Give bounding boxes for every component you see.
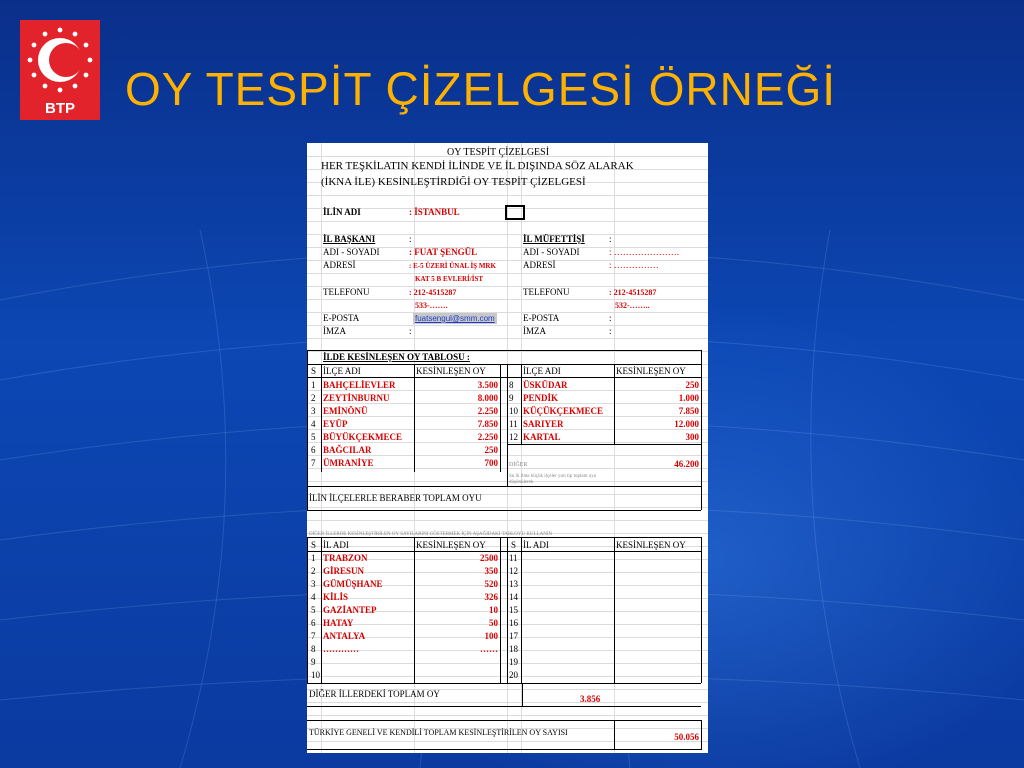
table1-total-label: İLİN İLÇELERLE BERABER TOPLAM OYU: [309, 493, 482, 503]
table2-row-no: 7: [311, 631, 316, 641]
mufettis-tel-value1: : 212-4515287: [609, 288, 657, 297]
table2-row-no: 17: [509, 631, 518, 641]
mufettis-colon: :: [609, 234, 612, 244]
table1-col-oy-right: KESİNLEŞEN OY: [616, 366, 686, 376]
table1-row-no: 12: [509, 432, 518, 442]
table2-row-il: …………: [323, 644, 359, 654]
table1-col-s-left: S: [311, 366, 317, 376]
mufettis-heading: İL MÜFETTİŞİ: [523, 234, 585, 244]
table2-row-oy: 10: [489, 605, 498, 615]
selection-cursor-icon: [505, 205, 525, 220]
baskan-eposta-link[interactable]: fuatsengul@smm.com: [415, 314, 495, 323]
table1-diger-label: DİĞER: [509, 462, 528, 468]
table2-row-il: ANTALYA: [323, 631, 366, 641]
table1-row-oy: 700: [484, 458, 498, 468]
table2-row-oy: 100: [484, 631, 498, 641]
table1-row-ilce: ZEYTİNBURNU: [323, 393, 390, 403]
other-provinces-note: DİĞER İLLERDE KESİNLEŞTİRİLEN OY SAYILARINI GÖSTERMEK İÇİN AŞAĞIDAKİ TABLOYU KULLANIN: [309, 532, 553, 537]
table2-row-no: 4: [311, 592, 316, 602]
grand-total-value: 50.056: [674, 732, 699, 742]
table2-row-il: GİRESUN: [323, 566, 365, 576]
table1-row-oy: 2.250: [477, 432, 498, 442]
table2-row-no: 9: [311, 657, 316, 667]
table2-row-no: 5: [311, 605, 316, 615]
table2-row-no: 18: [509, 644, 518, 654]
slide-title: OY TESPİT ÇİZELGESİ ÖRNEĞİ: [125, 63, 837, 115]
table2-col-oy-right: KESİNLEŞEN OY: [616, 540, 686, 550]
table1-row-no: 6: [311, 445, 316, 455]
table2-row-no: 20: [509, 670, 518, 680]
table2-row-oy: 2500: [480, 553, 498, 563]
baskan-adres-label: ADRESİ: [323, 260, 356, 270]
table2-col-s-right: S: [511, 540, 517, 550]
baskan-tel-label: TELEFONU: [323, 287, 370, 297]
table2-row-no: 2: [311, 566, 316, 576]
mufettis-adres-label: ADRESİ: [523, 260, 556, 270]
table2-row-no: 1: [311, 553, 316, 563]
table1-row-oy: 7.850: [678, 406, 699, 416]
mufettis-eposta-value: :: [609, 313, 612, 323]
mufettis-adi-label: ADI - SOYADI: [523, 247, 580, 257]
table2-row-il: KİLİS: [323, 592, 349, 602]
mufettis-adres-value: : ……………: [609, 260, 659, 270]
table2-col-oy-left: KESİNLEŞEN OY: [416, 540, 486, 550]
table2-row-no: 13: [509, 579, 518, 589]
table1-row-ilce: ÜMRANİYE: [323, 458, 374, 468]
table1-row-no: 1: [311, 380, 316, 390]
mufettis-adi-value: : ………………….: [609, 247, 680, 257]
table2-row-oy: 326: [484, 592, 498, 602]
table2-row-no: 15: [509, 605, 518, 615]
sheet-title: OY TESPİT ÇİZELGESİ: [447, 147, 550, 158]
table2-col-il-left: İL ADI: [323, 540, 349, 550]
table1-row-no: 8: [509, 380, 514, 390]
diger-total-value: 3.856: [580, 694, 601, 704]
table1-row-no: 5: [311, 432, 316, 442]
table1-row-oy: 250: [685, 380, 699, 390]
baskan-adi-label: ADI - SOYADI: [323, 247, 380, 257]
mufettis-imza-value: :: [609, 326, 612, 336]
table2-row-no: 12: [509, 566, 518, 576]
table1-row-oy: 250: [484, 445, 498, 455]
table1-col-ilce-left: İLÇE ADI: [323, 366, 361, 376]
table1-row-no: 3: [311, 406, 316, 416]
table1-row-oy: 300: [685, 432, 699, 442]
table2-row-oy: ……: [480, 644, 498, 654]
baskan-adi-value: : FUAT ŞENGÜL: [409, 247, 478, 257]
table1-row-no: 10: [509, 406, 518, 416]
baskan-imza-label: İMZA: [323, 326, 346, 336]
table2-row-il: GÜMÜŞHANE: [323, 579, 383, 589]
mufettis-eposta-label: E-POSTA: [523, 313, 560, 323]
sheet-line1: HER TEŞKİLATIN KENDİ İLİNDE VE İL DIŞINDA SÖZ ALARAK: [321, 160, 634, 172]
diger-total-label: DİĞER İLLERDEKİ TOPLAM OY: [309, 689, 440, 699]
table2-col-il-right: İL ADI: [523, 540, 549, 550]
table2-row-no: 8: [311, 644, 316, 654]
table2-row-il: TRABZON: [323, 553, 368, 563]
table2-row-oy: 520: [484, 579, 498, 589]
table2-row-no: 14: [509, 592, 518, 602]
table1-row-oy: 2.250: [477, 406, 498, 416]
table1-row-ilce: BAHÇELİEVLER: [323, 380, 396, 390]
table1-row-ilce: KARTAL: [523, 432, 561, 442]
table2-col-s-left: S: [311, 540, 317, 550]
vote-sheet: [307, 143, 708, 753]
baskan-tel-value1: : 212-4515287: [409, 288, 457, 297]
table1-row-no: 2: [311, 393, 316, 403]
baskan-heading: İL BAŞKANI: [323, 234, 376, 244]
table1-row-ilce: KÜÇÜKÇEKMECE: [523, 406, 604, 416]
sheet-line2: (İKNA İLE) KESİNLEŞTİRDİĞİ OY TESPİT ÇİZELGESİ: [321, 176, 586, 188]
il-adi-value: : İSTANBUL: [409, 207, 460, 217]
table1-row-oy: 8.000: [477, 393, 498, 403]
table1-row-ilce: ÜSKÜDAR: [523, 380, 568, 390]
table1-row-oy: 12.000: [674, 419, 699, 429]
table1-row-ilce: BAĞCILAR: [323, 445, 372, 455]
baskan-adres-value2: KAT 5 B EVLERİ/İST: [415, 275, 484, 283]
table1-row-no: 9: [509, 393, 514, 403]
il-adi-label: İLİN ADI: [323, 207, 361, 217]
table2-row-no: 3: [311, 579, 316, 589]
table1-row-oy: 3.500: [477, 380, 498, 390]
table2-row-no: 6: [311, 618, 316, 628]
grand-total-label: TÜRKİYE GENELİ VE KENDİLİ TOPLAM KESİNLEŞTİRİLEN OY SAYISI: [309, 728, 568, 737]
table1-row-no: 7: [311, 458, 316, 468]
logo-text: BTP: [45, 100, 75, 117]
table2-row-oy: 50: [489, 618, 498, 628]
mufettis-tel-value2: 532-……..: [615, 301, 650, 310]
table2-row-il: HATAY: [323, 618, 354, 628]
mufettis-imza-label: İMZA: [523, 326, 546, 336]
table2-row-no: 19: [509, 657, 518, 667]
table2-row-no: 16: [509, 618, 518, 628]
table1-diger-note: Sn lü ilme küçük ilçeler yarı tip toplam oyu düşünülerek: [509, 474, 597, 485]
baskan-colon: :: [409, 234, 412, 244]
baskan-imza-value: :: [409, 326, 412, 336]
btp-logo: [20, 20, 100, 120]
baskan-eposta-label: E-POSTA: [323, 313, 360, 323]
table1-row-oy: 7.850: [477, 419, 498, 429]
table2-row-il: GAZİANTEP: [323, 605, 377, 615]
table1-col-ilce-right: İLÇE ADI: [523, 366, 561, 376]
baskan-adres-value1: : E-5 ÜZERİ ÜNAL İŞ MRK: [409, 262, 496, 270]
mufettis-tel-label: TELEFONU: [523, 287, 570, 297]
table1-row-ilce: EYÜP: [323, 419, 348, 429]
table2-row-no: 11: [509, 553, 518, 563]
table1-row-oy: 1.000: [678, 393, 699, 403]
party-logo-icon: [20, 20, 100, 120]
table1-row-ilce: SARIYER: [523, 419, 564, 429]
table1-col-oy-left: KESİNLEŞEN OY: [416, 366, 486, 376]
table2-row-no: 10: [311, 670, 320, 680]
table2-row-oy: 350: [484, 566, 498, 576]
table1-row-no: 11: [509, 419, 518, 429]
table1-row-ilce: EMİNÖNÜ: [323, 406, 368, 416]
table1-diger-value: 46.200: [674, 459, 699, 469]
table1-row-ilce: BÜYÜKÇEKMECE: [323, 432, 403, 442]
table1-row-no: 4: [311, 419, 316, 429]
table1-row-ilce: PENDİK: [523, 393, 559, 403]
table1-heading: İLDE KESİNLEŞEN OY TABLOSU :: [323, 352, 470, 362]
baskan-tel-value2: 533-…….: [415, 301, 448, 310]
